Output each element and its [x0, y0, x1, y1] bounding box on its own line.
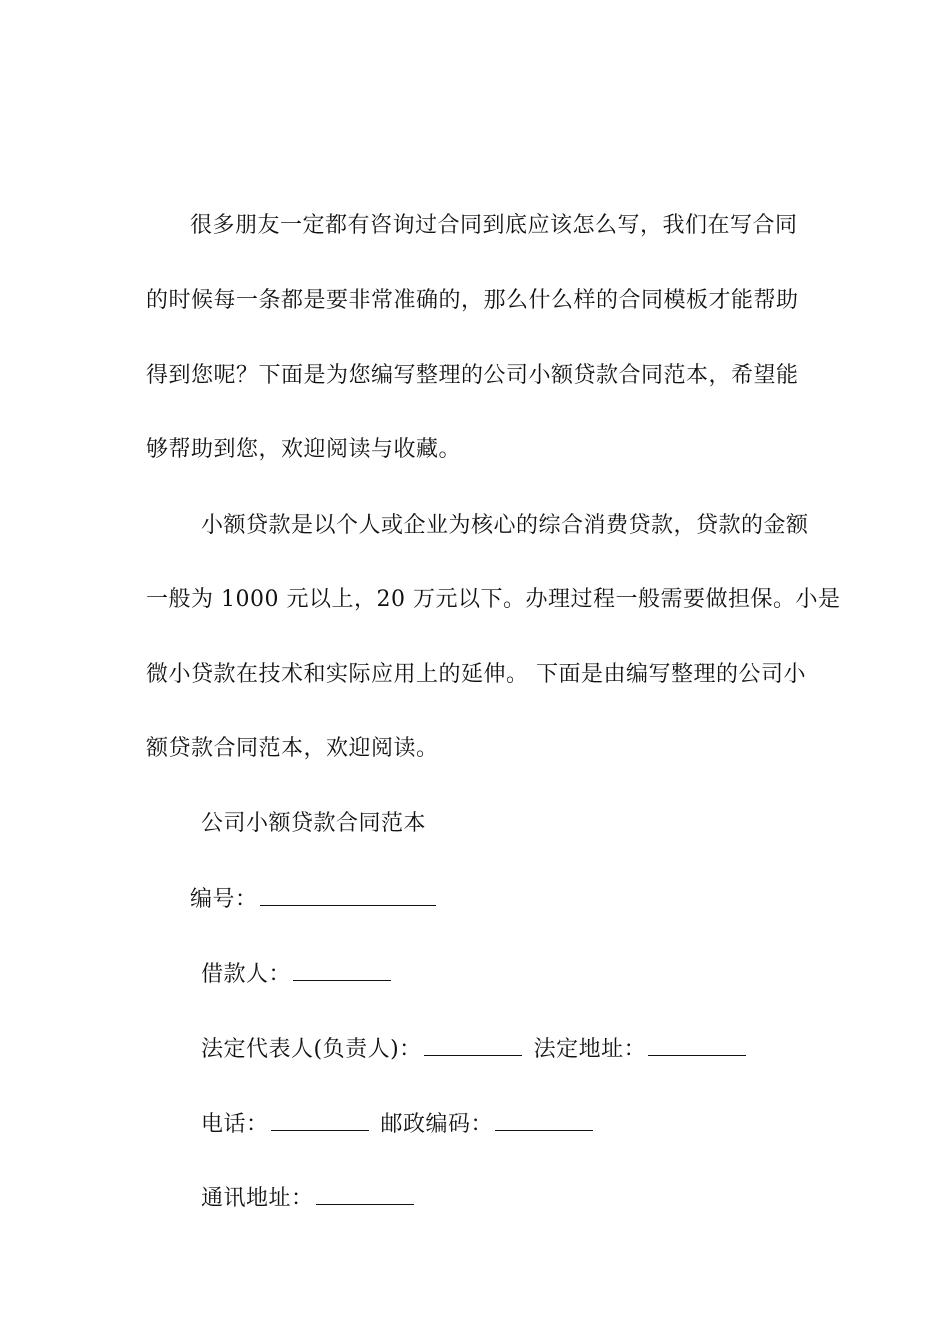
- paragraph2-line4: 额贷款合同范本，欢迎阅读。: [146, 736, 439, 761]
- mailing-address-field[interactable]: [316, 1184, 414, 1205]
- phone-label: 电话：: [201, 1112, 269, 1137]
- legal-rep-label: 法定代表人(负责人)：: [201, 1037, 422, 1062]
- legal-rep-field[interactable]: [424, 1035, 522, 1056]
- contract-title: 公司小额贷款合同范本: [201, 811, 427, 836]
- paragraph1-line2: 的时候每一条都是要非常准确的，那么什么样的合同模板才能帮助: [146, 288, 799, 313]
- paragraph2-line2: 一般为 1000 元以上，20 万元以下。办理过程一般需要做担保。小是: [146, 587, 841, 612]
- contract-number-label: 编号：: [190, 887, 258, 912]
- borrower-row: [201, 960, 861, 989]
- legal-address-field[interactable]: [648, 1035, 746, 1056]
- borrower-field[interactable]: [293, 960, 391, 981]
- borrower-label: 借款人：: [201, 962, 292, 987]
- paragraph2-line1: 小额贷款是以个人或企业为核心的综合消费贷款，贷款的金额: [201, 513, 809, 538]
- paragraph1-line1: 很多朋友一定都有咨询过合同到底应该怎么写，我们在写合同: [190, 213, 798, 238]
- postcode-label: 邮政编码：: [380, 1112, 494, 1137]
- legal-address-label: 法定地址：: [533, 1037, 647, 1062]
- paragraph1-line3: 得到您呢？下面是为您编写整理的公司小额贷款合同范本，希望能: [146, 363, 799, 388]
- paragraph2-line3: 微小贷款在技术和实际应用上的延伸。 下面是由编写整理的公司小: [146, 662, 806, 687]
- legal-rep-row: [201, 1035, 861, 1064]
- phone-row: [201, 1110, 861, 1139]
- postcode-field[interactable]: [495, 1110, 593, 1131]
- paragraph1-line4: 够帮助到您，欢迎阅读与收藏。: [146, 437, 462, 462]
- mailing-address-label: 通讯地址：: [201, 1186, 314, 1211]
- mailing-address-row: [201, 1184, 861, 1213]
- contract-number-field[interactable]: [260, 885, 436, 906]
- contract-number-row: [190, 885, 850, 914]
- phone-field[interactable]: [271, 1110, 369, 1131]
